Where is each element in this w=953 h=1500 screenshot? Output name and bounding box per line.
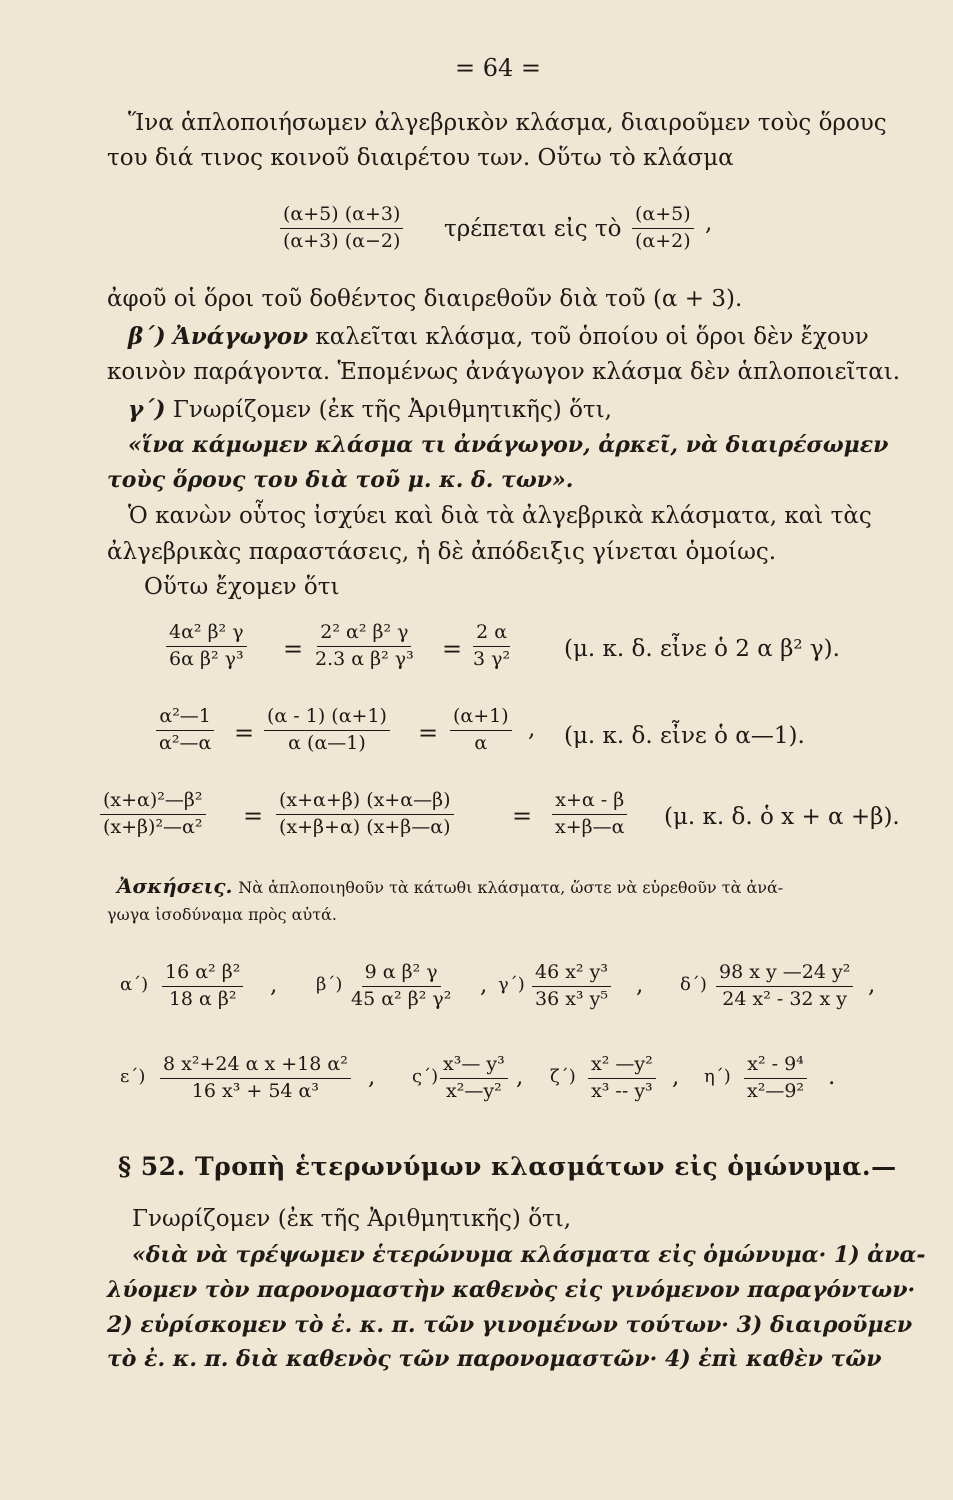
fraction-1 xyxy=(156,706,214,755)
part-c-rule-2: τοὺς ὅρους του διὰ τοῦ μ. κ. δ. των». xyxy=(107,467,574,493)
exercise-label: ε΄) xyxy=(120,1066,146,1087)
part-b-label: β΄) xyxy=(128,323,166,350)
equals-sign: = xyxy=(243,802,264,830)
section-52-heading: § 52. Τροπὴ ἑτερωνύμων κλασμάτων εἰς ὁμώνυμα.— xyxy=(118,1152,897,1181)
fraction-denominator: 36 x³ y⁵ xyxy=(535,987,608,1010)
fraction-1 xyxy=(100,790,206,839)
fraction-denominator: (α+2) xyxy=(635,229,691,252)
fraction-denominator: α²—α xyxy=(159,731,212,754)
fraction-1 xyxy=(166,622,247,671)
exercises-text-1: Νὰ ἁπλοποιηθοῦν τὰ κάτωθι κλάσματα, ὥστε νὰ εὑρεθοῦν τὰ ἀνά- xyxy=(238,878,784,897)
fraction-denominator: (x+β+α) (x+β—α) xyxy=(279,815,451,838)
part-b-line-2: κοινὸν παράγοντα. Ἑπομένως ἀνάγωγον κλάσμα δὲν ἁπλοποιεῖται. xyxy=(107,359,901,385)
fraction-numerator: 8 x²+24 α x +18 α² xyxy=(160,1054,351,1079)
exercise-label: α΄) xyxy=(120,974,149,995)
fraction-3 xyxy=(552,790,627,839)
exercise-comma: , xyxy=(368,1064,376,1090)
fraction-numerator: x² - 9⁴ xyxy=(744,1054,807,1079)
fraction-numerator: 46 x² y³ xyxy=(532,962,611,987)
part-c-rule-1: «ἵνα κάμωμεν κλάσμα τι ἀνάγωγον, ἀρκεῖ, νὰ διαιρέσωμεν xyxy=(128,432,889,458)
fraction-numerator: x³— y³ xyxy=(440,1054,508,1079)
part-c-line-4: Οὕτω ἔχομεν ὅτι xyxy=(144,574,340,600)
gcd-note: (μ. κ. δ. ὁ x + α +β). xyxy=(664,804,900,830)
part-b-line-1 xyxy=(128,325,869,349)
intro-line-3: ἀφοῦ οἱ ὅροι τοῦ δοθέντος διαιρεθοῦν διὰ τοῦ (α + 3). xyxy=(107,286,743,312)
exercise-fraction xyxy=(162,962,243,1011)
intro-line-1: Ἵνα ἁπλοποιήσωμεν ἀλγεβρικὸν κλάσμα, διαιροῦμεν τοὺς ὅρους xyxy=(128,110,887,136)
exercise-fraction xyxy=(588,1054,656,1103)
fraction-numerator: 16 α² β² xyxy=(162,962,243,987)
exercise-period: . xyxy=(828,1064,836,1090)
exercise-label: η΄) xyxy=(704,1066,731,1087)
fraction-denominator: 24 x² - 32 x y xyxy=(722,987,848,1010)
fraction-numerator: 2 α xyxy=(473,622,510,647)
part-b-line-1-rest: καλεῖται κλάσμα, τοῦ ὁποίου οἱ ὅροι δὲν ἔχουν xyxy=(315,324,869,350)
section-52-line-1: Γνωρίζομεν (ἐκ τῆς Ἀριθμητικῆς) ὅτι, xyxy=(132,1206,572,1232)
part-c-label: γ΄) xyxy=(128,396,166,423)
exercise-comma: , xyxy=(270,972,278,998)
exercise-comma: , xyxy=(516,1064,524,1090)
page-number: = 64 = xyxy=(455,54,542,82)
part-c-line-1 xyxy=(128,398,612,422)
fraction-denominator: 18 α β² xyxy=(168,987,237,1010)
fraction-denominator: x³ -- y³ xyxy=(591,1079,653,1102)
exercise-comma: , xyxy=(480,972,488,998)
section-52-rule-1: «διὰ νὰ τρέψωμεν ἑτερώνυμα κλάσματα εἰς ὁμώνυμα· 1) ἀνα- xyxy=(132,1242,926,1268)
exercise-comma: , xyxy=(672,1064,680,1090)
equals-sign: = xyxy=(283,635,304,663)
fraction-2 xyxy=(312,622,417,671)
fraction-denominator: (α+3) (α−2) xyxy=(283,229,401,252)
fraction-3 xyxy=(450,706,512,755)
fraction-numerator: (α+1) xyxy=(450,706,512,731)
fraction-numerator: (α+5) (α+3) xyxy=(280,204,403,229)
fraction-numerator: (α - 1) (α+1) xyxy=(264,706,390,731)
fraction-numerator: 2² α² β² γ xyxy=(317,622,411,647)
gcd-note: (μ. κ. δ. εἶνε ὁ 2 α β² γ). xyxy=(564,636,840,662)
example-fraction xyxy=(280,204,403,253)
exercise-label: β΄) xyxy=(316,974,343,995)
gcd-note: (μ. κ. δ. εἶνε ὁ α—1). xyxy=(564,723,805,749)
fraction-numerator: (x+α+β) (x+α—β) xyxy=(276,790,454,815)
fraction-2 xyxy=(276,790,454,839)
section-52-rule-2: λύομεν τὸν παρονομαστὴν καθενὸς εἰς γινόμενον παραγόντων· xyxy=(107,1277,916,1303)
exercise-comma: , xyxy=(868,972,876,998)
part-c-line-1-text: Γνωρίζομεν (ἐκ τῆς Ἀριθμητικῆς) ὅτι, xyxy=(172,397,612,423)
fraction-2 xyxy=(264,706,390,755)
example-text: τρέπεται εἰς τὸ xyxy=(444,216,622,242)
part-b-term: Ἀνάγωγον xyxy=(172,323,309,350)
fraction-numerator: 98 x y —24 y² xyxy=(716,962,853,987)
section-52-rule-4: τὸ ἐ. κ. π. διὰ καθενὸς τῶν παρονομαστῶν· 4) ἐπὶ καθὲν τῶν xyxy=(107,1346,882,1372)
exercises-text-2: γωγα ἰσοδύναμα πρὸς αὐτά. xyxy=(107,905,337,924)
exercise-fraction xyxy=(348,962,454,1011)
example-result-fraction xyxy=(632,204,694,253)
fraction-numerator: α²—1 xyxy=(156,706,214,731)
example-comma: , xyxy=(705,210,713,236)
example-comma: , xyxy=(528,716,536,742)
fraction-numerator: 9 α β² γ xyxy=(362,962,441,987)
fraction-numerator: (α+5) xyxy=(632,204,694,229)
fraction-denominator: (x+β)²—α² xyxy=(103,815,203,838)
fraction-denominator: α (α—1) xyxy=(288,731,366,754)
exercise-label: ς΄) xyxy=(412,1066,439,1087)
fraction-numerator: x² —y² xyxy=(588,1054,656,1079)
intro-line-2: του διά τινος κοινοῦ διαιρέτου των. Οὕτω τὸ κλάσμα xyxy=(107,145,734,171)
equals-sign: = xyxy=(442,635,463,663)
part-c-line-3: ἀλγεβρικὰς παραστάσεις, ἡ δὲ ἀπόδειξις γίνεται ὁμοίως. xyxy=(107,539,777,565)
part-c-line-2: Ὁ κανὼν οὗτος ἰσχύει καὶ διὰ τὰ ἀλγεβρικὰ κλάσματα, καὶ τὰς xyxy=(128,503,872,529)
exercise-label: γ΄) xyxy=(498,974,525,995)
fraction-denominator: x²—9² xyxy=(747,1079,805,1102)
fraction-denominator: x+β—α xyxy=(555,815,625,838)
fraction-numerator: 4α² β² γ xyxy=(166,622,247,647)
fraction-numerator: (x+α)²—β² xyxy=(100,790,206,815)
exercise-fraction xyxy=(532,962,611,1011)
fraction-3 xyxy=(470,622,513,671)
exercise-fraction xyxy=(716,962,853,1011)
exercise-fraction xyxy=(744,1054,807,1103)
equals-sign: = xyxy=(418,719,439,747)
fraction-denominator: α xyxy=(474,731,488,754)
fraction-denominator: 16 x³ + 54 α³ xyxy=(191,1079,320,1102)
exercise-fraction xyxy=(160,1054,351,1103)
exercise-label: ζ΄) xyxy=(550,1066,576,1087)
exercises-title: Ἀσκήσεις. xyxy=(117,874,233,898)
exercise-fraction xyxy=(440,1054,508,1103)
exercise-comma: , xyxy=(636,972,644,998)
equals-sign: = xyxy=(512,802,533,830)
exercises-line-1 xyxy=(117,876,783,897)
equals-sign: = xyxy=(234,719,255,747)
fraction-denominator: 45 α² β² γ² xyxy=(351,987,452,1010)
fraction-numerator: x+α - β xyxy=(552,790,627,815)
fraction-denominator: 3 γ² xyxy=(473,647,511,670)
fraction-denominator: 2.3 α β² γ³ xyxy=(315,647,414,670)
exercise-label: δ΄) xyxy=(680,974,707,995)
fraction-denominator: 6α β² γ³ xyxy=(169,647,244,670)
section-52-rule-3: 2) εὑρίσκομεν τὸ ἐ. κ. π. τῶν γινομένων τούτων· 3) διαιροῦμεν xyxy=(107,1312,913,1338)
fraction-denominator: x²—y² xyxy=(446,1079,502,1102)
